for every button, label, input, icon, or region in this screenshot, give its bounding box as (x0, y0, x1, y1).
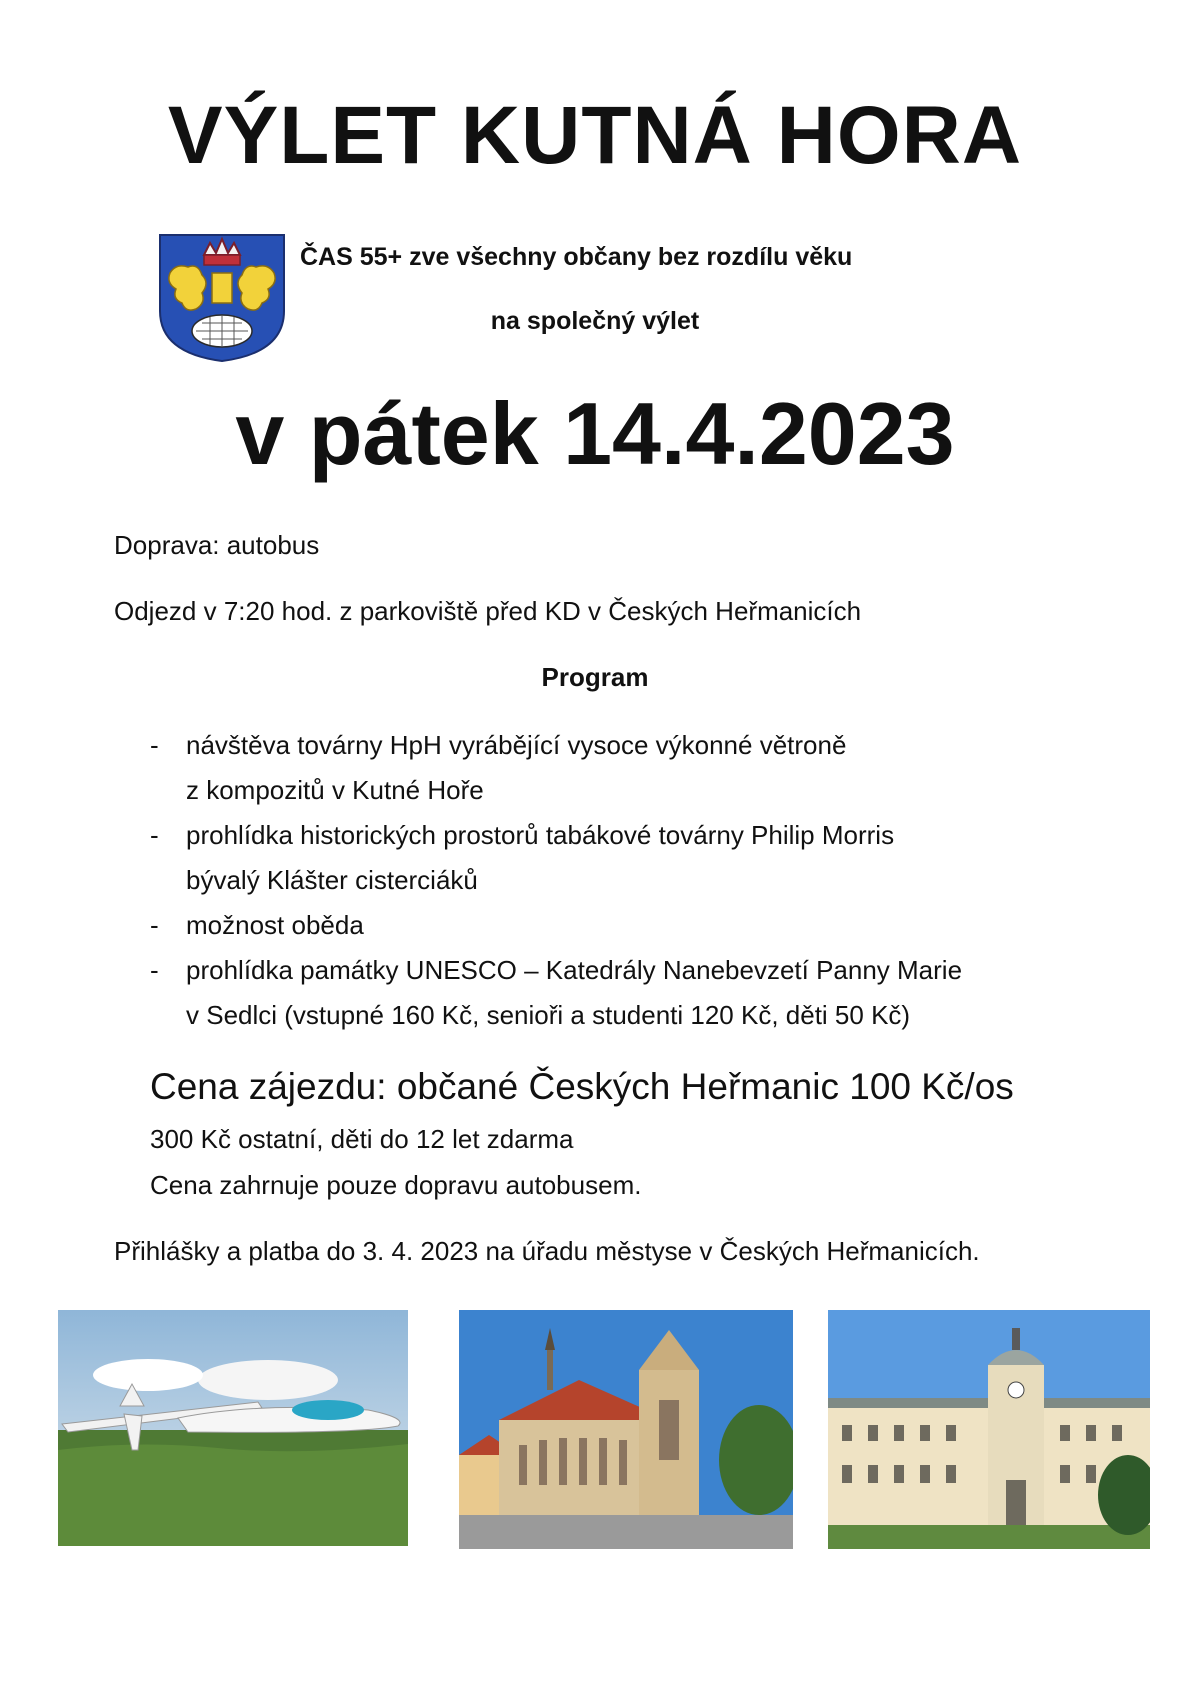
invite-subline: na společný výlet (490, 307, 700, 335)
program-item-line: možnost oběda (186, 910, 364, 940)
program-item-line: prohlídka památky UNESCO – Katedrály Nanebevzetí Panny Marie (186, 955, 963, 985)
transport-info: Doprava: autobus (114, 530, 320, 560)
price-others: 300 Kč ostatní, děti do 12 let zdarma (150, 1124, 574, 1154)
signup-info: Přihlášky a platba do 3. 4. 2023 na úřadu městyse v Českých Heřmanicích. (114, 1236, 980, 1266)
program-item (150, 948, 1110, 1038)
program-item (150, 903, 1110, 948)
cathedral-photo (459, 1310, 793, 1549)
list-bullet: - (150, 730, 159, 760)
program-item-line: prohlídka historických prostorů tabákové továrny Philip Morris (186, 820, 895, 850)
departure-info: Odjezd v 7:20 hod. z parkoviště před KD v Českých Heřmanicích (114, 596, 862, 626)
program-item (150, 813, 1110, 903)
list-bullet: - (150, 820, 159, 850)
price-main: Cena zájezdu: občané Českých Heřmanic 100 Kč/os (150, 1066, 1014, 1107)
list-bullet: - (150, 910, 159, 940)
list-bullet: - (150, 955, 159, 985)
program-item-line: z kompozitů v Kutné Hoře (186, 775, 484, 805)
trip-date: v pátek 14.4.2023 (235, 384, 955, 483)
glider-photo (58, 1310, 408, 1546)
program-item (150, 723, 1110, 813)
monastery-photo (828, 1310, 1150, 1549)
program-heading: Program (541, 662, 649, 692)
municipal-crest-icon (158, 233, 286, 363)
program-item-line: v Sedlci (vstupné 160 Kč, senioři a studenti 120 Kč, děti 50 Kč) (186, 1000, 911, 1030)
program-item-line: bývalý Klášter cisterciáků (186, 865, 478, 895)
program-item-line: návštěva továrny HpH vyrábějící vysoce výkonné větroně (186, 730, 847, 760)
invite-line: ČAS 55+ zve všechny občany bez rozdílu věku (300, 243, 853, 271)
program-list (150, 723, 1110, 1038)
price-note: Cena zahrnuje pouze dopravu autobusem. (150, 1170, 642, 1200)
poster-title: VÝLET KUTNÁ HORA (167, 90, 1023, 181)
